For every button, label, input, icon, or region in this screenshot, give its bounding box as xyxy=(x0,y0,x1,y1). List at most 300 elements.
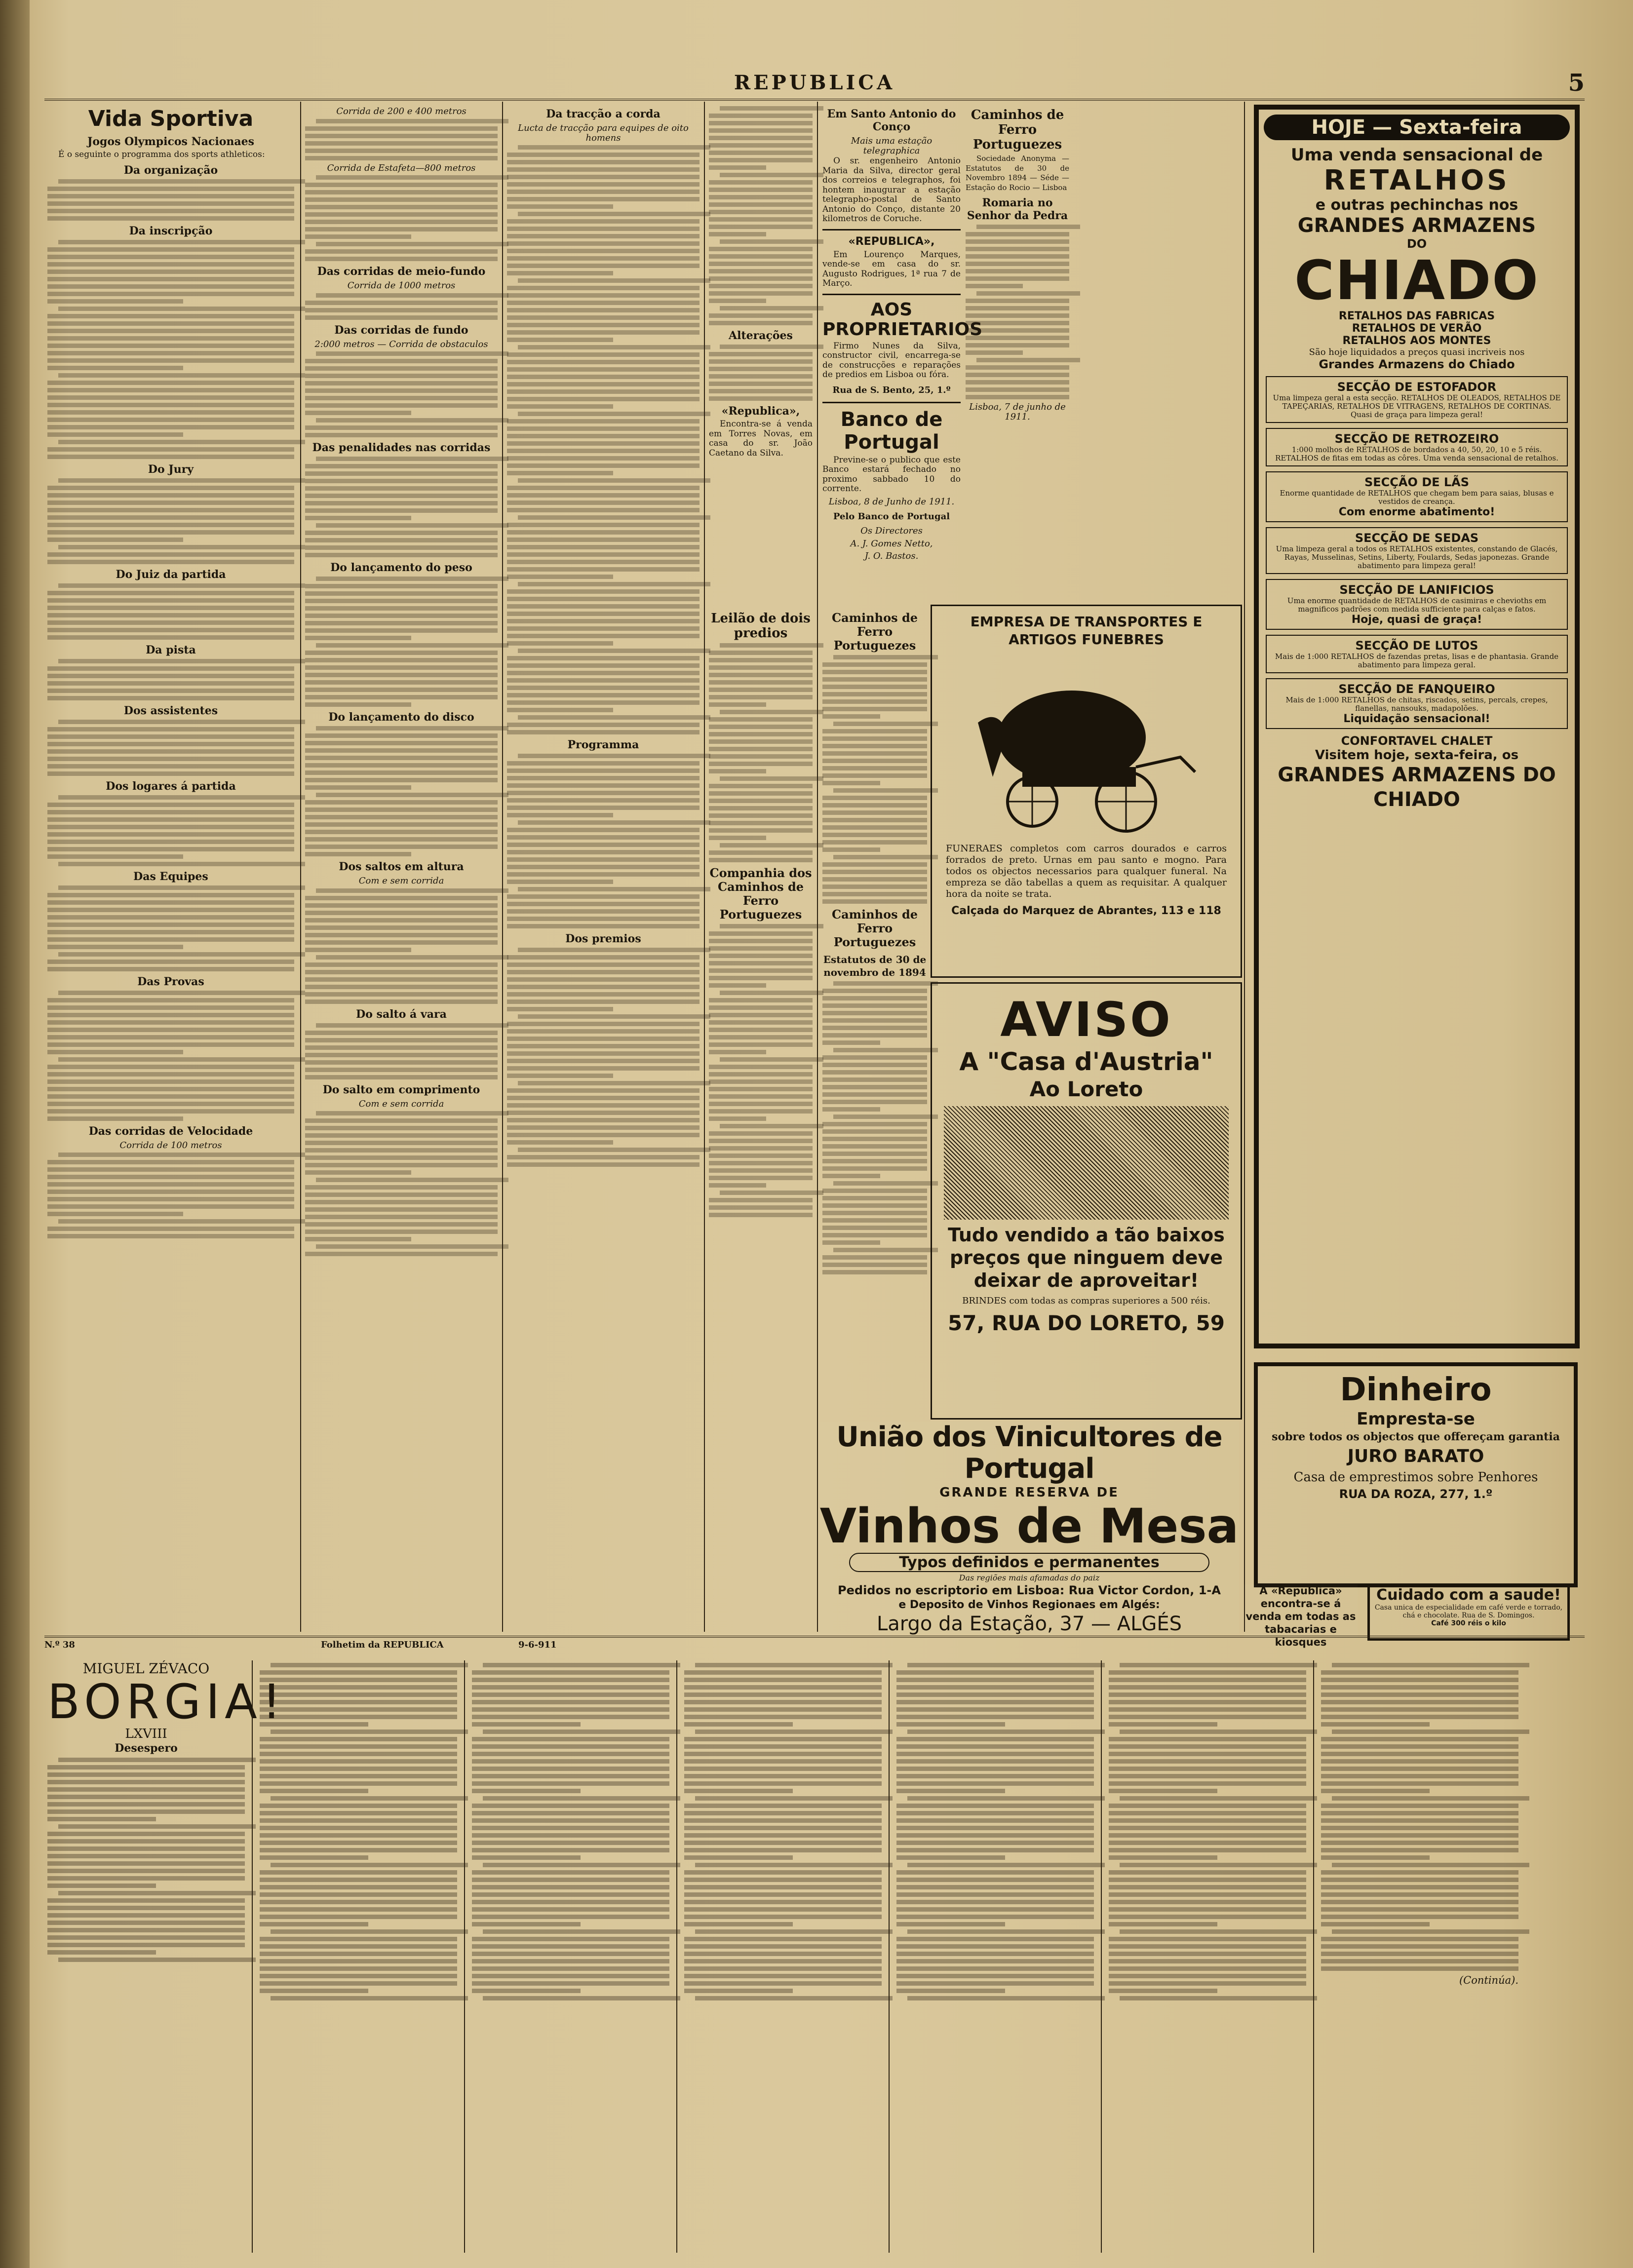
text-line-placeholder xyxy=(47,945,183,949)
subheading: Dos premios xyxy=(565,932,641,945)
text-line-placeholder xyxy=(518,478,710,483)
text-line-placeholder xyxy=(47,299,183,304)
chiado-section-title: SECÇÃO DE ESTOFADOR xyxy=(1337,380,1497,394)
text-line-placeholder xyxy=(305,591,498,596)
text-line-placeholder xyxy=(305,531,498,535)
text-line-placeholder xyxy=(1109,1974,1306,1978)
chiado-sections xyxy=(1259,376,1575,729)
text-line-placeholder xyxy=(507,530,700,535)
text-line-placeholder xyxy=(896,1944,1094,1949)
text-line-placeholder xyxy=(472,1692,669,1697)
novel-text xyxy=(260,1663,457,2000)
paragraph: Sociedade Anonyma — Estatutos de 30 de Novembro 1894 — Séde — Estação do Rocio — Lisboa xyxy=(966,154,1069,192)
text-line-placeholder xyxy=(518,582,710,586)
text-line-placeholder xyxy=(47,689,294,693)
chiado-section xyxy=(1266,678,1568,729)
text-line-placeholder xyxy=(684,1855,793,1860)
text-line-placeholder xyxy=(47,960,294,964)
chiado-section xyxy=(1266,579,1568,630)
text-line-placeholder xyxy=(1321,1937,1518,1941)
text-line-placeholder xyxy=(966,247,1069,251)
text-line-placeholder xyxy=(507,700,700,705)
text-line-placeholder xyxy=(47,1898,245,1903)
text-line-placeholder xyxy=(305,403,498,408)
text-line-placeholder xyxy=(260,1715,457,1719)
text-line-placeholder xyxy=(822,1174,880,1178)
text-line-placeholder xyxy=(507,977,700,982)
text-line-placeholder xyxy=(976,358,1080,362)
text-line-placeholder xyxy=(472,1774,669,1778)
text-line-placeholder xyxy=(305,1141,498,1145)
text-line-placeholder xyxy=(260,1885,457,1889)
text-line-placeholder xyxy=(907,1663,1105,1667)
text-line-placeholder xyxy=(507,604,700,609)
text-line-placeholder xyxy=(1332,1663,1529,1667)
ad-subtitle: GRANDE RESERVA DE xyxy=(939,1485,1119,1500)
text-line-placeholder xyxy=(709,128,813,133)
text-line-placeholder xyxy=(260,1781,457,1786)
text-line-placeholder xyxy=(1109,1915,1306,1919)
page-number: 5 xyxy=(1568,69,1585,97)
section-title: Vida Sportiva xyxy=(88,106,254,131)
ad-title: EMPRESA DE TRANSPORTES E ARTIGOS FUNEBRES xyxy=(970,614,1203,648)
text-line-placeholder xyxy=(896,1818,1094,1823)
text-line-placeholder xyxy=(833,722,938,726)
ad-funebres xyxy=(931,605,1242,978)
text-line-placeholder xyxy=(896,1966,1094,1971)
text-line-placeholder xyxy=(896,1989,1005,1993)
text-line-placeholder xyxy=(896,1841,1094,1845)
text-line-placeholder xyxy=(58,478,305,483)
text-line-placeholder xyxy=(684,1900,882,1904)
body-text xyxy=(822,655,927,904)
text-line-placeholder xyxy=(507,589,700,594)
text-line-placeholder xyxy=(260,1966,457,1971)
text-line-placeholder xyxy=(896,1774,1094,1778)
text-line-placeholder xyxy=(305,807,498,812)
ad-title: Cuidado com a saude! xyxy=(1376,1586,1561,1604)
text-line-placeholder xyxy=(507,389,700,394)
text-line-placeholder xyxy=(966,321,1069,325)
ad-address: Largo da Estação, 37 — ALGÉS xyxy=(876,1613,1182,1635)
subheading: Dos logares á partida xyxy=(106,779,236,793)
text-line-placeholder xyxy=(47,255,294,259)
text-line-placeholder xyxy=(684,1959,882,1963)
text-line-placeholder xyxy=(966,350,1023,355)
text-line-placeholder xyxy=(709,769,766,773)
text-line-placeholder xyxy=(518,948,710,952)
text-line-placeholder xyxy=(833,655,938,659)
text-line-placeholder xyxy=(47,1182,294,1187)
text-line-placeholder xyxy=(822,729,927,733)
body-text xyxy=(305,726,498,856)
text-line-placeholder xyxy=(305,977,498,982)
text-line-placeholder xyxy=(47,681,294,686)
text-line-placeholder xyxy=(684,1789,793,1793)
ad-title: União dos Vinicultores de Portugal xyxy=(836,1421,1222,1485)
text-line-placeholder xyxy=(507,828,700,832)
text-line-placeholder xyxy=(507,597,700,601)
text-line-placeholder xyxy=(507,375,700,379)
text-line-placeholder xyxy=(260,1707,457,1712)
text-line-placeholder xyxy=(518,345,710,349)
ad-line: São hoje liquidados a preços quasi incriveis nos xyxy=(1309,347,1525,357)
text-line-placeholder xyxy=(1321,1892,1518,1897)
text-line-placeholder xyxy=(507,404,613,409)
text-line-placeholder xyxy=(47,1809,245,1814)
text-line-placeholder xyxy=(472,1974,669,1978)
text-line-placeholder xyxy=(709,784,813,788)
text-line-placeholder xyxy=(720,643,823,648)
text-line-placeholder xyxy=(709,976,813,980)
text-line-placeholder xyxy=(896,1707,1094,1712)
text-line-placeholder xyxy=(507,1155,700,1159)
column-rule xyxy=(300,102,301,1632)
text-line-placeholder xyxy=(305,308,498,312)
text-line-placeholder xyxy=(709,673,813,677)
text-line-placeholder xyxy=(316,577,508,581)
text-line-placeholder xyxy=(1321,1952,1518,1956)
text-line-placeholder xyxy=(966,239,1069,244)
text-line-placeholder xyxy=(47,1839,245,1844)
text-line-placeholder xyxy=(966,328,1069,333)
body-text xyxy=(47,720,294,776)
text-line-placeholder xyxy=(47,1212,183,1216)
text-line-placeholder xyxy=(720,306,823,310)
text-line-placeholder xyxy=(896,1833,1094,1838)
text-line-placeholder xyxy=(822,1018,927,1023)
text-line-placeholder xyxy=(483,1996,680,2000)
text-line-placeholder xyxy=(896,1722,1005,1727)
text-line-placeholder xyxy=(260,1974,457,1978)
text-line-placeholder xyxy=(507,1103,700,1108)
text-line-placeholder xyxy=(822,692,927,696)
text-line-placeholder xyxy=(709,151,813,155)
text-line-placeholder xyxy=(507,880,613,884)
text-line-placeholder xyxy=(316,293,508,298)
text-line-placeholder xyxy=(1321,1870,1518,1875)
body-text xyxy=(305,1111,498,1256)
text-line-placeholder xyxy=(305,411,411,415)
subheading: Do lançamento do disco xyxy=(328,711,474,724)
text-line-placeholder xyxy=(507,264,700,268)
text-line-placeholder xyxy=(507,271,613,275)
text-line-placeholder xyxy=(1321,1670,1518,1675)
text-line-placeholder xyxy=(507,560,700,564)
text-line-placeholder xyxy=(472,1804,669,1808)
text-line-placeholder xyxy=(47,432,183,437)
text-line-placeholder xyxy=(1321,1826,1518,1830)
text-line-placeholder xyxy=(305,374,498,378)
text-line-placeholder xyxy=(305,1215,498,1219)
text-line-placeholder xyxy=(507,197,700,201)
text-line-placeholder xyxy=(709,374,813,379)
subheading: Da inscripção xyxy=(129,224,213,237)
text-line-placeholder xyxy=(507,1133,700,1137)
folhetim-header xyxy=(44,1638,1585,1657)
text-line-placeholder xyxy=(720,173,823,177)
text-line-placeholder xyxy=(305,205,498,209)
text-line-placeholder xyxy=(47,1190,294,1194)
text-line-placeholder xyxy=(260,1944,457,1949)
text-line-placeholder xyxy=(47,1854,245,1858)
text-line-placeholder xyxy=(507,234,700,238)
text-line-placeholder xyxy=(709,821,813,825)
text-line-placeholder xyxy=(47,418,294,422)
text-line-placeholder xyxy=(720,106,823,111)
text-line-placeholder xyxy=(507,330,700,335)
text-line-placeholder xyxy=(472,1885,669,1889)
text-line-placeholder xyxy=(472,1848,669,1852)
text-line-placeholder xyxy=(695,1663,893,1667)
text-line-placeholder xyxy=(47,508,294,512)
text-line-placeholder xyxy=(822,1255,927,1260)
text-line-placeholder xyxy=(472,1966,669,1971)
text-line-placeholder xyxy=(1109,1767,1306,1771)
text-line-placeholder xyxy=(709,389,813,393)
text-line-placeholder xyxy=(709,799,813,803)
text-line-placeholder xyxy=(472,1737,669,1741)
chiado-section-highlight: Com enorme abatimento! xyxy=(1338,506,1495,518)
text-line-placeholder xyxy=(47,1832,245,1836)
text-line-placeholder xyxy=(833,1181,938,1186)
text-line-placeholder xyxy=(709,1146,813,1151)
text-line-placeholder xyxy=(1332,1863,1529,1867)
text-line-placeholder xyxy=(47,500,294,505)
text-line-placeholder xyxy=(305,845,498,849)
text-line-placeholder xyxy=(896,1804,1094,1808)
text-line-placeholder xyxy=(305,763,498,768)
text-line-placeholder xyxy=(1109,1692,1306,1697)
body-text xyxy=(47,795,294,866)
ad-line: GRANDES ARMAZENS xyxy=(1297,214,1536,237)
text-line-placeholder xyxy=(472,1781,669,1786)
text-line-placeholder xyxy=(507,434,700,438)
ad-brindes: BRINDES com todas as compras superiores a 500 réis. xyxy=(962,1296,1210,1306)
text-line-placeholder xyxy=(1321,1804,1518,1808)
text-line-placeholder xyxy=(507,249,700,253)
text-line-placeholder xyxy=(47,1028,294,1032)
text-line-placeholder xyxy=(305,396,498,400)
text-line-placeholder xyxy=(58,1891,256,1895)
text-line-placeholder xyxy=(507,1044,700,1048)
text-line-placeholder xyxy=(47,1065,294,1069)
text-line-placeholder xyxy=(47,329,294,333)
text-line-placeholder xyxy=(709,1050,766,1054)
body-text xyxy=(305,293,498,320)
text-line-placeholder xyxy=(1109,1981,1306,1986)
ad-address: 57, RUA DO LORETO, 59 xyxy=(948,1311,1225,1335)
text-line-placeholder xyxy=(822,1211,927,1215)
ad-footer: CONFORTAVEL CHALET xyxy=(1341,734,1493,748)
text-line-placeholder xyxy=(684,1892,882,1897)
text-line-placeholder xyxy=(896,1922,1005,1926)
text-line-placeholder xyxy=(1120,1796,1317,1801)
text-line-placeholder xyxy=(58,862,305,866)
ad-line: sobre todos os objectos que offereçam garantia xyxy=(1272,1430,1560,1443)
text-line-placeholder xyxy=(966,365,1069,370)
text-line-placeholder xyxy=(976,291,1080,296)
text-line-placeholder xyxy=(822,1152,927,1156)
text-line-placeholder xyxy=(305,1031,498,1035)
text-line-placeholder xyxy=(47,1928,245,1932)
text-line-placeholder xyxy=(709,352,813,356)
text-line-placeholder xyxy=(1321,1818,1518,1823)
text-line-placeholder xyxy=(709,1028,813,1032)
text-line-placeholder xyxy=(260,1952,457,1956)
text-line-placeholder xyxy=(316,418,508,423)
text-line-placeholder xyxy=(260,1915,457,1919)
text-line-placeholder xyxy=(316,955,508,960)
text-line-placeholder xyxy=(472,1878,669,1882)
ad-line: DO xyxy=(1406,237,1427,251)
chiado-section-text: Mais de 1:000 RETALHOS de chitas, riscados, setins, percals, crepes, flanellas, nansouks, madapolões. xyxy=(1285,695,1548,713)
text-line-placeholder xyxy=(518,754,710,758)
subheading: Do salto á vara xyxy=(356,1007,447,1021)
text-line-placeholder xyxy=(260,1737,457,1741)
text-line-placeholder xyxy=(1109,1670,1306,1675)
text-line-placeholder xyxy=(58,1824,256,1829)
text-line-placeholder xyxy=(507,1125,700,1130)
text-line-placeholder xyxy=(305,665,498,670)
text-line-placeholder xyxy=(47,967,294,971)
text-line-placeholder xyxy=(684,1722,793,1727)
text-line-placeholder xyxy=(472,1826,669,1830)
text-line-placeholder xyxy=(966,373,1069,377)
text-line-placeholder xyxy=(1321,1855,1430,1860)
text-line-placeholder xyxy=(822,1233,927,1237)
text-line-placeholder xyxy=(305,628,498,633)
column-rule xyxy=(252,1660,253,2253)
text-line-placeholder xyxy=(1120,1730,1317,1734)
text-line-placeholder xyxy=(472,1900,669,1904)
novel-column-5 xyxy=(896,1660,1094,2263)
text-line-placeholder xyxy=(47,1160,294,1164)
text-line-placeholder xyxy=(47,620,294,625)
text-line-placeholder xyxy=(896,1789,1005,1793)
text-line-placeholder xyxy=(833,855,938,859)
text-line-placeholder xyxy=(709,1035,813,1039)
ad-subtitle: Empresta-se xyxy=(1357,1409,1475,1429)
text-line-placeholder xyxy=(47,1921,245,1925)
text-line-placeholder xyxy=(507,463,700,468)
text-line-placeholder xyxy=(305,933,498,937)
subheading-italic: Corrida de 100 metros xyxy=(119,1140,222,1151)
text-line-placeholder xyxy=(47,930,294,934)
text-line-placeholder xyxy=(709,121,813,125)
body-text xyxy=(709,643,813,862)
text-line-placeholder xyxy=(709,806,813,810)
text-line-placeholder xyxy=(709,717,813,722)
text-line-placeholder xyxy=(47,937,294,942)
text-line-placeholder xyxy=(966,313,1069,318)
folhetim-date: 9-6-911 xyxy=(518,1640,557,1650)
text-line-placeholder xyxy=(966,336,1069,340)
text-line-placeholder xyxy=(305,134,498,138)
body-text xyxy=(47,240,294,459)
text-line-placeholder xyxy=(47,425,294,429)
text-line-placeholder xyxy=(507,352,700,357)
text-line-placeholder xyxy=(709,180,813,185)
text-line-placeholder xyxy=(305,190,498,194)
text-line-placeholder xyxy=(507,323,700,327)
text-line-placeholder xyxy=(305,815,498,819)
text-line-placeholder xyxy=(1120,1929,1317,1934)
text-line-placeholder xyxy=(822,677,927,682)
body-text xyxy=(305,888,498,1004)
text-line-placeholder xyxy=(822,1226,927,1230)
text-line-placeholder xyxy=(1109,1811,1306,1815)
text-line-placeholder xyxy=(684,1707,882,1712)
text-line-placeholder xyxy=(47,1072,294,1076)
text-line-placeholder xyxy=(966,254,1069,259)
text-line-placeholder xyxy=(709,396,813,401)
ad-date: Lisboa, 7 de junho de 1911. xyxy=(969,402,1066,422)
subheading-italic: 2:000 metros — Corrida de obstaculos xyxy=(314,339,488,349)
text-line-placeholder xyxy=(305,584,498,588)
text-line-placeholder xyxy=(47,277,294,281)
text-line-placeholder xyxy=(822,751,927,756)
text-line-placeholder xyxy=(47,358,294,363)
text-line-placeholder xyxy=(305,1170,411,1175)
text-line-placeholder xyxy=(316,726,508,730)
text-line-placeholder xyxy=(822,1100,927,1104)
text-line-placeholder xyxy=(896,1759,1094,1764)
text-line-placeholder xyxy=(47,734,294,739)
text-line-placeholder xyxy=(507,1140,613,1145)
text-line-placeholder xyxy=(305,1207,498,1212)
subheading-italic: Com e sem corrida xyxy=(358,876,444,886)
text-line-placeholder xyxy=(720,776,823,781)
ad-location: Ao Loreto xyxy=(1029,1077,1143,1101)
text-line-placeholder xyxy=(1321,1752,1518,1756)
text-line-placeholder xyxy=(709,188,813,192)
text-line-placeholder xyxy=(316,175,508,180)
text-line-placeholder xyxy=(260,1989,368,1993)
chiado-section-highlight: Hoje, quasi de graça! xyxy=(1351,614,1482,626)
text-line-placeholder xyxy=(260,1678,457,1682)
text-line-placeholder xyxy=(507,1088,700,1093)
column-rule xyxy=(817,102,818,1632)
text-line-placeholder xyxy=(47,1795,245,1799)
ad-date: Lisboa, 8 de Junho de 1911. xyxy=(828,496,955,507)
text-line-placeholder xyxy=(305,359,498,363)
text-line-placeholder xyxy=(260,1789,368,1793)
text-line-placeholder xyxy=(47,825,294,829)
text-line-placeholder xyxy=(47,1102,294,1106)
text-line-placeholder xyxy=(684,1774,882,1778)
text-line-placeholder xyxy=(1321,1692,1518,1697)
folhetim-title: Folhetim da REPUBLICA xyxy=(321,1640,444,1650)
text-line-placeholder xyxy=(58,1153,305,1157)
text-line-placeholder xyxy=(472,1811,669,1815)
text-line-placeholder xyxy=(47,1846,245,1851)
text-line-placeholder xyxy=(47,923,294,927)
text-line-placeholder xyxy=(260,1870,457,1875)
text-line-placeholder xyxy=(507,791,700,795)
text-line-placeholder xyxy=(305,1053,498,1057)
text-line-placeholder xyxy=(305,770,498,775)
text-line-placeholder xyxy=(472,1752,669,1756)
text-line-placeholder xyxy=(684,1692,882,1697)
text-line-placeholder xyxy=(1321,1700,1518,1704)
text-line-placeholder xyxy=(305,538,498,542)
text-line-placeholder xyxy=(709,1072,813,1076)
text-line-placeholder xyxy=(472,1759,669,1764)
text-line-placeholder xyxy=(966,380,1069,384)
text-line-placeholder xyxy=(507,204,613,209)
page-fold-shadow xyxy=(0,0,30,2268)
